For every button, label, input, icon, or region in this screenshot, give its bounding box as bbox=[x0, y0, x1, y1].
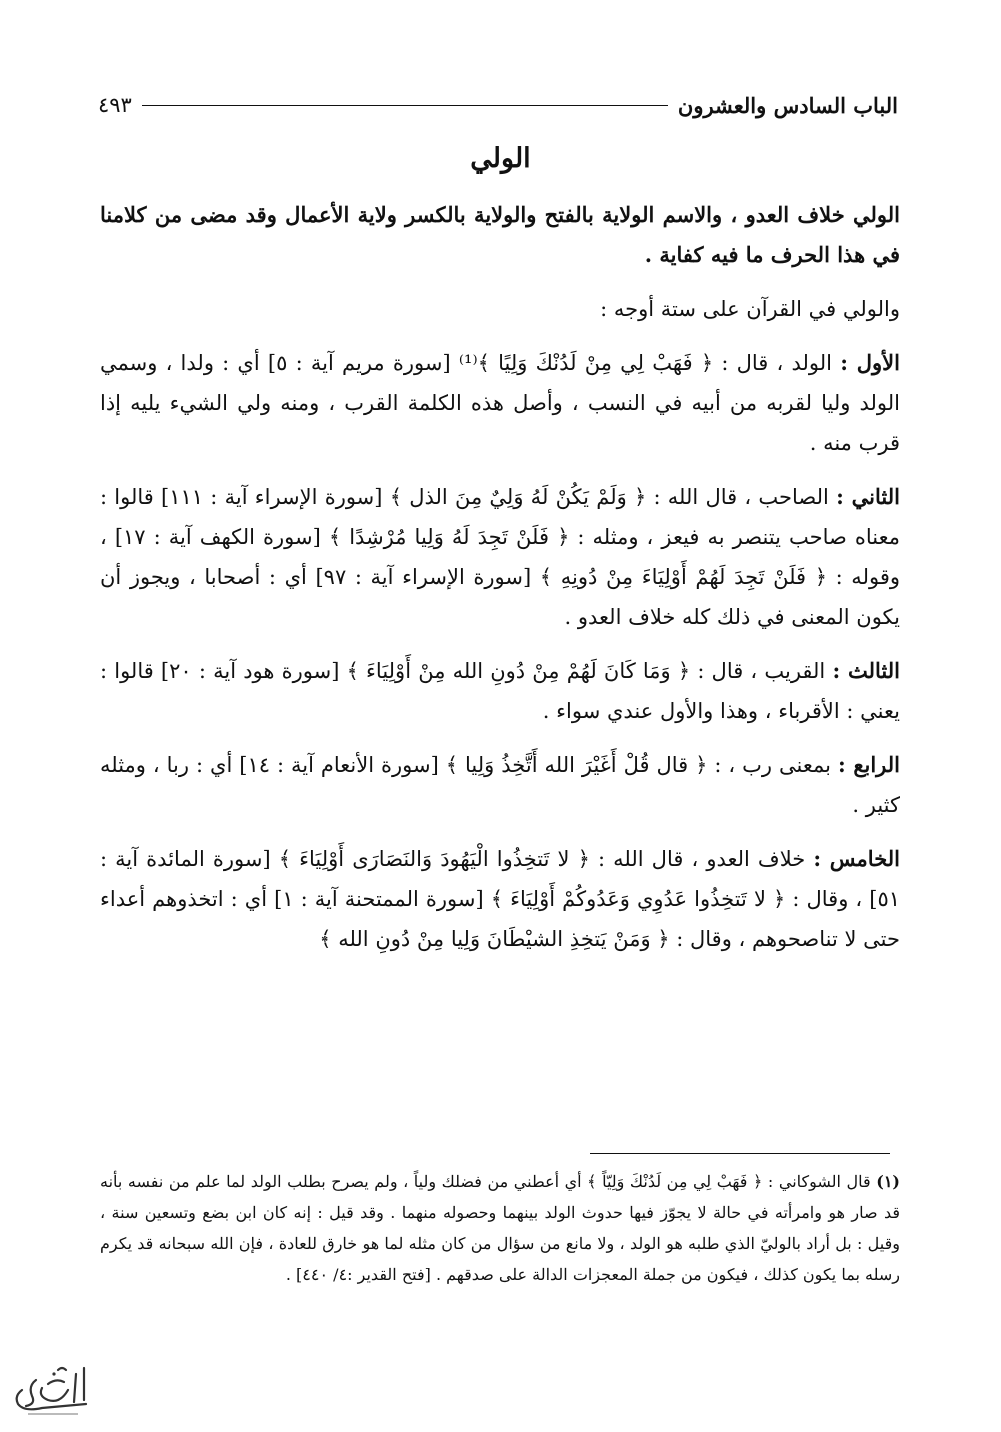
paragraph-lead: الأول : bbox=[840, 350, 900, 375]
page-number: ٤٩٣ bbox=[98, 93, 132, 117]
paragraph-text: بمعنى رب ، : ﴿ قال قُلْ أَغَيْرَ الله أَتَّخِذُ وَلِيا ﴾ [سورة الأنعام آية : ١٤] أي : ربا ، ومثله كثير . bbox=[100, 753, 900, 817]
running-header bbox=[98, 88, 898, 122]
section-heading: الولي bbox=[470, 143, 531, 174]
paragraph-text: الصاحب ، قال الله : ﴿ وَلَمْ يَكُنْ لَهُ وَلِيٌ مِنَ الذل ﴾ [سورة الإسراء آية : ١١١] قالوا : معناه صاحب يتنصر به فيعز ، ومثله : ﴿ فَلَنْ تَجِدَ لَهُ وَلِيا مُرْشِدًا ﴾ [سورة الكهف آية : ١٧] ، وقوله : ﴿ فَلَنْ تَجِدَ لَهُمْ أَوْلِيَاءَ مِنْ دُونِهِ ﴾ [سورة الإسراء آية : ٩٧] أي : أصحابا ، ويجوز أن يكون المعنى في ذلك كله خلاف العدو . bbox=[100, 485, 900, 629]
paragraph-lead: الخامس : bbox=[813, 846, 900, 871]
paragraph bbox=[100, 839, 900, 959]
chapter-title: الباب السادس والعشرون bbox=[677, 92, 898, 118]
footnote-separator bbox=[590, 1153, 890, 1154]
footnote bbox=[100, 1166, 900, 1290]
paragraph bbox=[100, 651, 900, 731]
header-rule bbox=[142, 105, 668, 106]
paragraph-text: الولي خلاف العدو ، والاسم الولاية بالفتح والولاية بالكسر ولاية الأعمال وقد مضى من كلامنا في هذا الحرف ما فيه كفاية . bbox=[100, 202, 900, 267]
paragraph-text: خلاف العدو ، قال الله : ﴿ لا تَتخِذُوا الْيَهُودَ وَالنَصَارَى أَوْلِيَاءَ ﴾ [سورة المائدة آية : ٥١] ، وقال : ﴿ لا تَتخِذُوا عَدُوِي وَعَدُوكُمْ أَوْلِيَاءَ ﴾ [سورة الممتحنة آية : ١] أي : اتخذوهم أعداء حتى لا تناصحوهم ، وقال : ﴿ وَمَنْ يَتخِذِ الشيْطَانَ وَلِيا مِنْ دُونِ الله ﴾ bbox=[100, 847, 900, 951]
paragraph bbox=[100, 289, 900, 329]
paragraph bbox=[100, 477, 900, 637]
footnote-marker: (١) bbox=[876, 1172, 900, 1191]
paragraph-text: والولي في القرآن على ستة أوجه : bbox=[600, 297, 900, 321]
paragraph bbox=[100, 343, 900, 463]
paragraph-lead: الثاني : bbox=[836, 484, 900, 509]
paragraph-lead: الثالث : bbox=[832, 658, 900, 683]
paragraph bbox=[100, 195, 900, 275]
body-text bbox=[100, 195, 900, 973]
paragraph-text: الولد ، قال : ﴿ فَهَبْ لِي مِنْ لَدُنْكَ وَلِيًا ﴾⁽¹⁾ [سورة مريم آية : ٥] أي : ولدا ، وسمي الولد وليا لقربه من أبيه في النسب ، وأصل هذه الكلمة القرب ، ومنه ولي الشيء يليه إذا قرب منه . bbox=[100, 351, 900, 455]
footnote-text: قال الشوكاني : ﴿ فَهَبْ لِي مِن لَدُنْكَ وَلِيّاً ﴾ أي أعطني من فضلك ولياً ، ولم يصرح بطلب الولد لما علم من نفسه بأنه قد صار هو وامرأته في حالة لا يجوّز فيها حدوث الولد بينهما وحصوله منهما . وقد قيل : إنه كان ابن بضع وتسعين سنة ، وقيل : بل أراد بالوليّ الذي طلبه هو الولد ، ولا مانع من سؤال من كان مثله لما هو خارق للعادة ، فإن الله سبحانه قد يكرم رسله بما يكون كذلك ، فيكون من جملة المعجزات الدالة على صدقهم . [فتح القدير :٤/ ٤٤٠] . bbox=[100, 1172, 901, 1284]
paragraph bbox=[100, 745, 900, 825]
paragraph-text: القريب ، قال : ﴿ وَمَا كَانَ لَهُمْ مِنْ دُونِ الله مِنْ أَوْلِيَاءَ ﴾ [سورة هود آية : ٢٠] قالوا : يعني : الأقرباء ، وهذا والأول عندي سواء . bbox=[100, 659, 900, 723]
calligraphy-signature-icon bbox=[8, 1360, 92, 1422]
paragraph-lead: الرابع : bbox=[837, 752, 900, 777]
